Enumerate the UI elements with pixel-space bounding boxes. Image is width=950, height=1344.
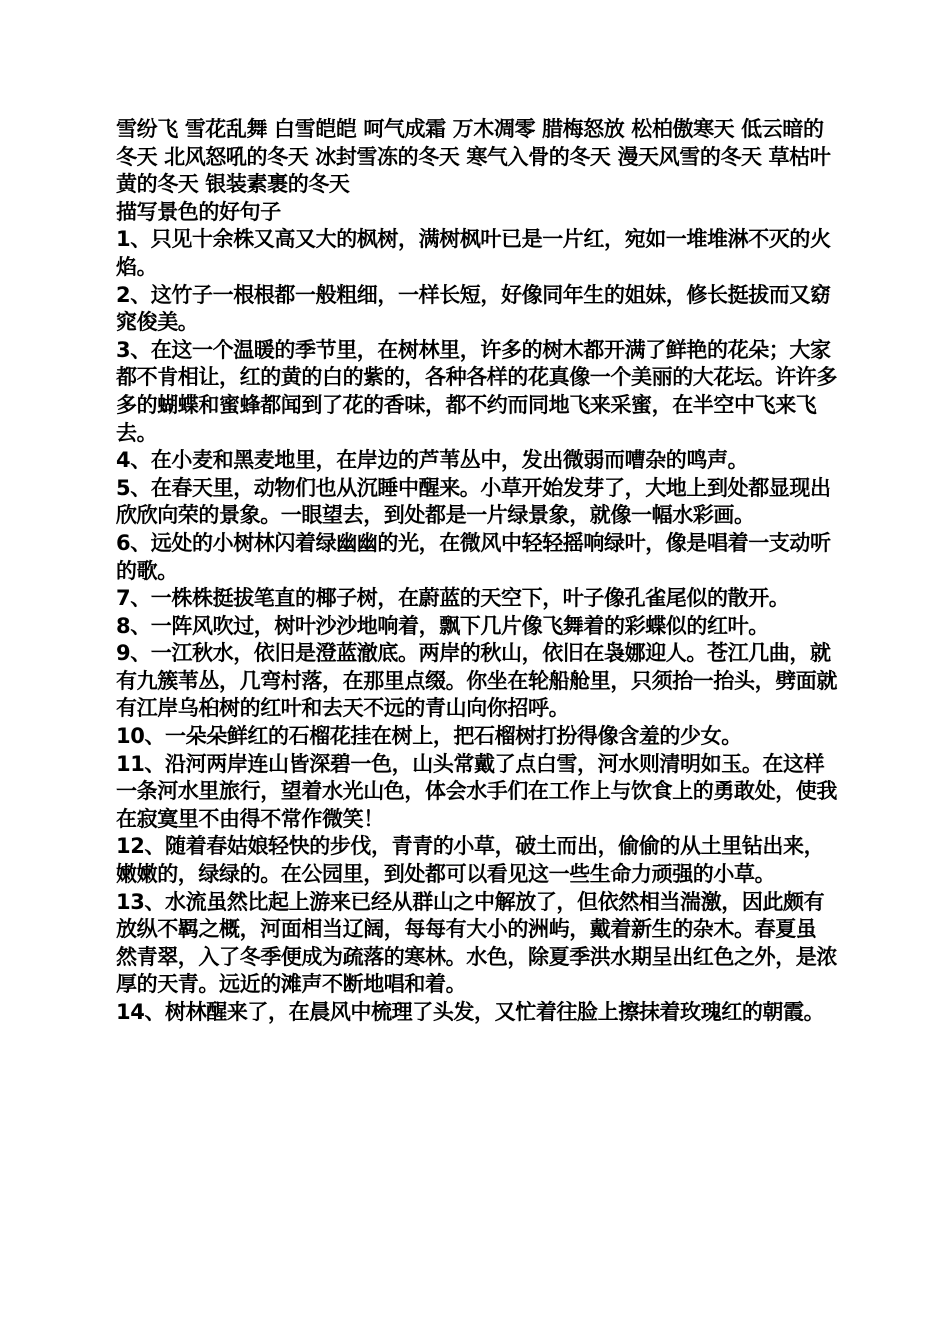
sentence-8: 8、一阵风吹过，树叶沙沙地响着，飘下几片像飞舞着的彩蝶似的红叶。: [116, 613, 769, 638]
sentence-13-continued: 然青翠，入了冬季便成为疏落的寒林。水色，除夏季洪水期呈出红色之外，是浓厚的天青。远近的滩声不断地唱和着。: [116, 944, 837, 997]
sentence-9: 9、一江秋水，依旧是澄蓝澈底。两岸的秋山，依旧在袅娜迎人。苍江几曲，就有九簇苇丛，几弯村落，在那里点缀。你坐在轮船舱里，只须抬一抬头，劈面就有江岸乌桕树的红叶和去天不远的青山向你招呼。: [116, 641, 837, 721]
sentence-14: 14、树林醒来了，在晨风中梳理了头发，又忙着往脸上擦抹着玫瑰红的朝霞。: [116, 1000, 825, 1024]
sentence-11: 11、沿河两岸连山皆深碧一色，山头常戴了点白雪，河水则清明如玉。在这样一条河水里旅行，望着水光山色，体会水手们在工作上与饮食上的勇敢处，使我在寂寞里不由得不常作微笑！: [116, 751, 837, 831]
sentence-13: 13、水流虽然比起上游来已经从群山之中解放了，但依然相当湍激，因此颇有放纵不羁之概，河面相当辽阔，每每有大小的洲屿，戴着新生的杂木。春夏虽: [116, 889, 825, 942]
sentence-3: 3、在这一个温暖的季节里，在树林里，许多的树木都开满了鲜艳的花朵；大家都不肯相让，红的黄的白的紫的，各种各样的花真像一个美丽的大花坛。许许多多的蝴蝶和蜜蜂都闻到了花的香味，都不约而同地飞来采蜜，在半空中飞来飞去。: [116, 337, 837, 445]
winter-phrases-paragraph: 雪纷飞 雪花乱舞 白雪皑皑 呵气成霜 万木凋零 腊梅怒放 松柏傲寒天 低云暗的冬天 北风怒吼的冬天 冰封雪冻的冬天 寒气入骨的冬天 漫天风雪的冬天 草枯叶黄的冬天 银装素裹的冬天: [116, 117, 831, 197]
sentence-12: 12、随着春姑娘轻快的步伐，青青的小草，破土而出，偷偷的从土里钻出来，嫩嫩的，绿绿的。在公园里，到处都可以看见这一些生命力顽强的小草。: [116, 834, 825, 887]
sentence-7: 7、一株株挺拔笔直的椰子树，在蔚蓝的天空下，叶子像孔雀尾似的散开。: [116, 586, 790, 611]
section-heading: 描写景色的好句子: [116, 199, 281, 224]
sentence-2: 2、这竹子一根根都一般粗细，一样长短，好像同年生的姐妹，修长挺拔而又窈窕俊美。: [116, 282, 831, 335]
sentence-10: 10、一朵朵鲜红的石榴花挂在树上，把石榴树打扮得像含羞的少女。: [116, 724, 742, 749]
document-body: [116, 116, 840, 1027]
sentence-6: 6、远处的小树林闪着绿幽幽的光，在微风中轻轻摇响绿叶，像是唱着一支动听的歌。: [116, 530, 831, 583]
sentence-4: 4、在小麦和黑麦地里，在岸边的芦苇丛中，发出微弱而嘈杂的鸣声。: [116, 448, 749, 473]
sentence-1: 1、只见十余株又高又大的枫树，满树枫叶已是一片红，宛如一堆堆淋不灭的火焰。: [116, 227, 831, 279]
sentence-5: 5、在春天里，动物们也从沉睡中醒来。小草开始发芽了，大地上到处都显现出欣欣向荣的景象。一眼望去，到处都是一片绿景象，就像一幅水彩画。: [116, 475, 831, 528]
